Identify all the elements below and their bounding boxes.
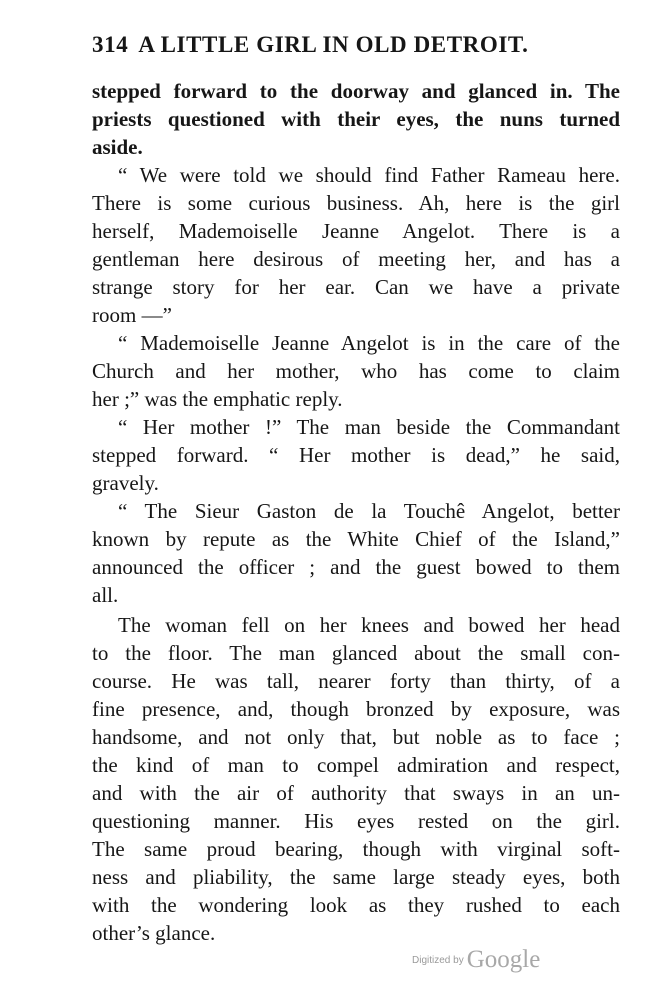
text-line: The same proud bearing, though with virginal soft- bbox=[92, 837, 620, 861]
text-line: stepped forward to the doorway and glanced in. The bbox=[92, 79, 620, 103]
text-line: questioning manner. His eyes rested on the girl. bbox=[92, 809, 620, 833]
text-line: gravely. bbox=[92, 471, 159, 495]
text-line: Church and her mother, who has come to claim bbox=[92, 359, 620, 383]
google-watermark bbox=[412, 946, 540, 976]
running-title: A LITTLE GIRL IN OLD DETROIT. bbox=[138, 32, 529, 57]
text-line: herself, Mademoiselle Jeanne Angelot. There is a bbox=[92, 219, 620, 243]
text-line: the kind of man to compel admiration and respect, bbox=[92, 753, 620, 777]
text-line: aside. bbox=[92, 135, 143, 159]
text-line: fine presence, and, though bronzed by exposure, was bbox=[92, 697, 620, 721]
text-line: “ Her mother !” The man beside the Commandant bbox=[118, 415, 620, 439]
text-line: “ We were told we should find Father Rameau here. bbox=[118, 163, 620, 187]
text-line: and with the air of authority that sways in an un- bbox=[92, 781, 620, 805]
text-line: other’s glance. bbox=[92, 921, 216, 945]
text-line: course. He was tall, nearer forty than thirty, of a bbox=[92, 669, 620, 693]
text-line: all. bbox=[92, 583, 119, 607]
text-line: ness and pliability, the same large steady eyes, both bbox=[92, 865, 620, 889]
text-line: stepped forward. “ Her mother is dead,” he said, bbox=[92, 443, 620, 467]
text-line: The woman fell on her knees and bowed her head bbox=[118, 613, 620, 637]
text-line: “ Mademoiselle Jeanne Angelot is in the care of the bbox=[118, 331, 620, 355]
text-line: priests questioned with their eyes, the nuns turned bbox=[92, 107, 620, 131]
text-line: known by repute as the White Chief of the Island,” bbox=[92, 527, 620, 551]
watermark-prefix: Digitized by bbox=[412, 955, 464, 966]
text-line: with the wondering look as they rushed to each bbox=[92, 893, 620, 917]
text-line: gentleman here desirous of meeting her, and has a bbox=[92, 247, 620, 271]
text-line: “ The Sieur Gaston de la Touchê Angelot, better bbox=[118, 499, 620, 523]
text-line: her ;” was the emphatic reply. bbox=[92, 387, 343, 411]
text-line: handsome, and not only that, but noble as to face ; bbox=[92, 725, 620, 749]
text-line: strange story for her ear. Can we have a private bbox=[92, 275, 620, 299]
text-line: announced the officer ; and the guest bowed to them bbox=[92, 555, 620, 579]
text-line: to the floor. The man glanced about the small con- bbox=[92, 641, 620, 665]
running-header bbox=[92, 32, 592, 62]
page-number: 314 bbox=[92, 32, 129, 57]
text-line: There is some curious business. Ah, here is the girl bbox=[92, 191, 620, 215]
watermark-brand: Google bbox=[466, 946, 541, 973]
text-line: room —” bbox=[92, 303, 172, 327]
